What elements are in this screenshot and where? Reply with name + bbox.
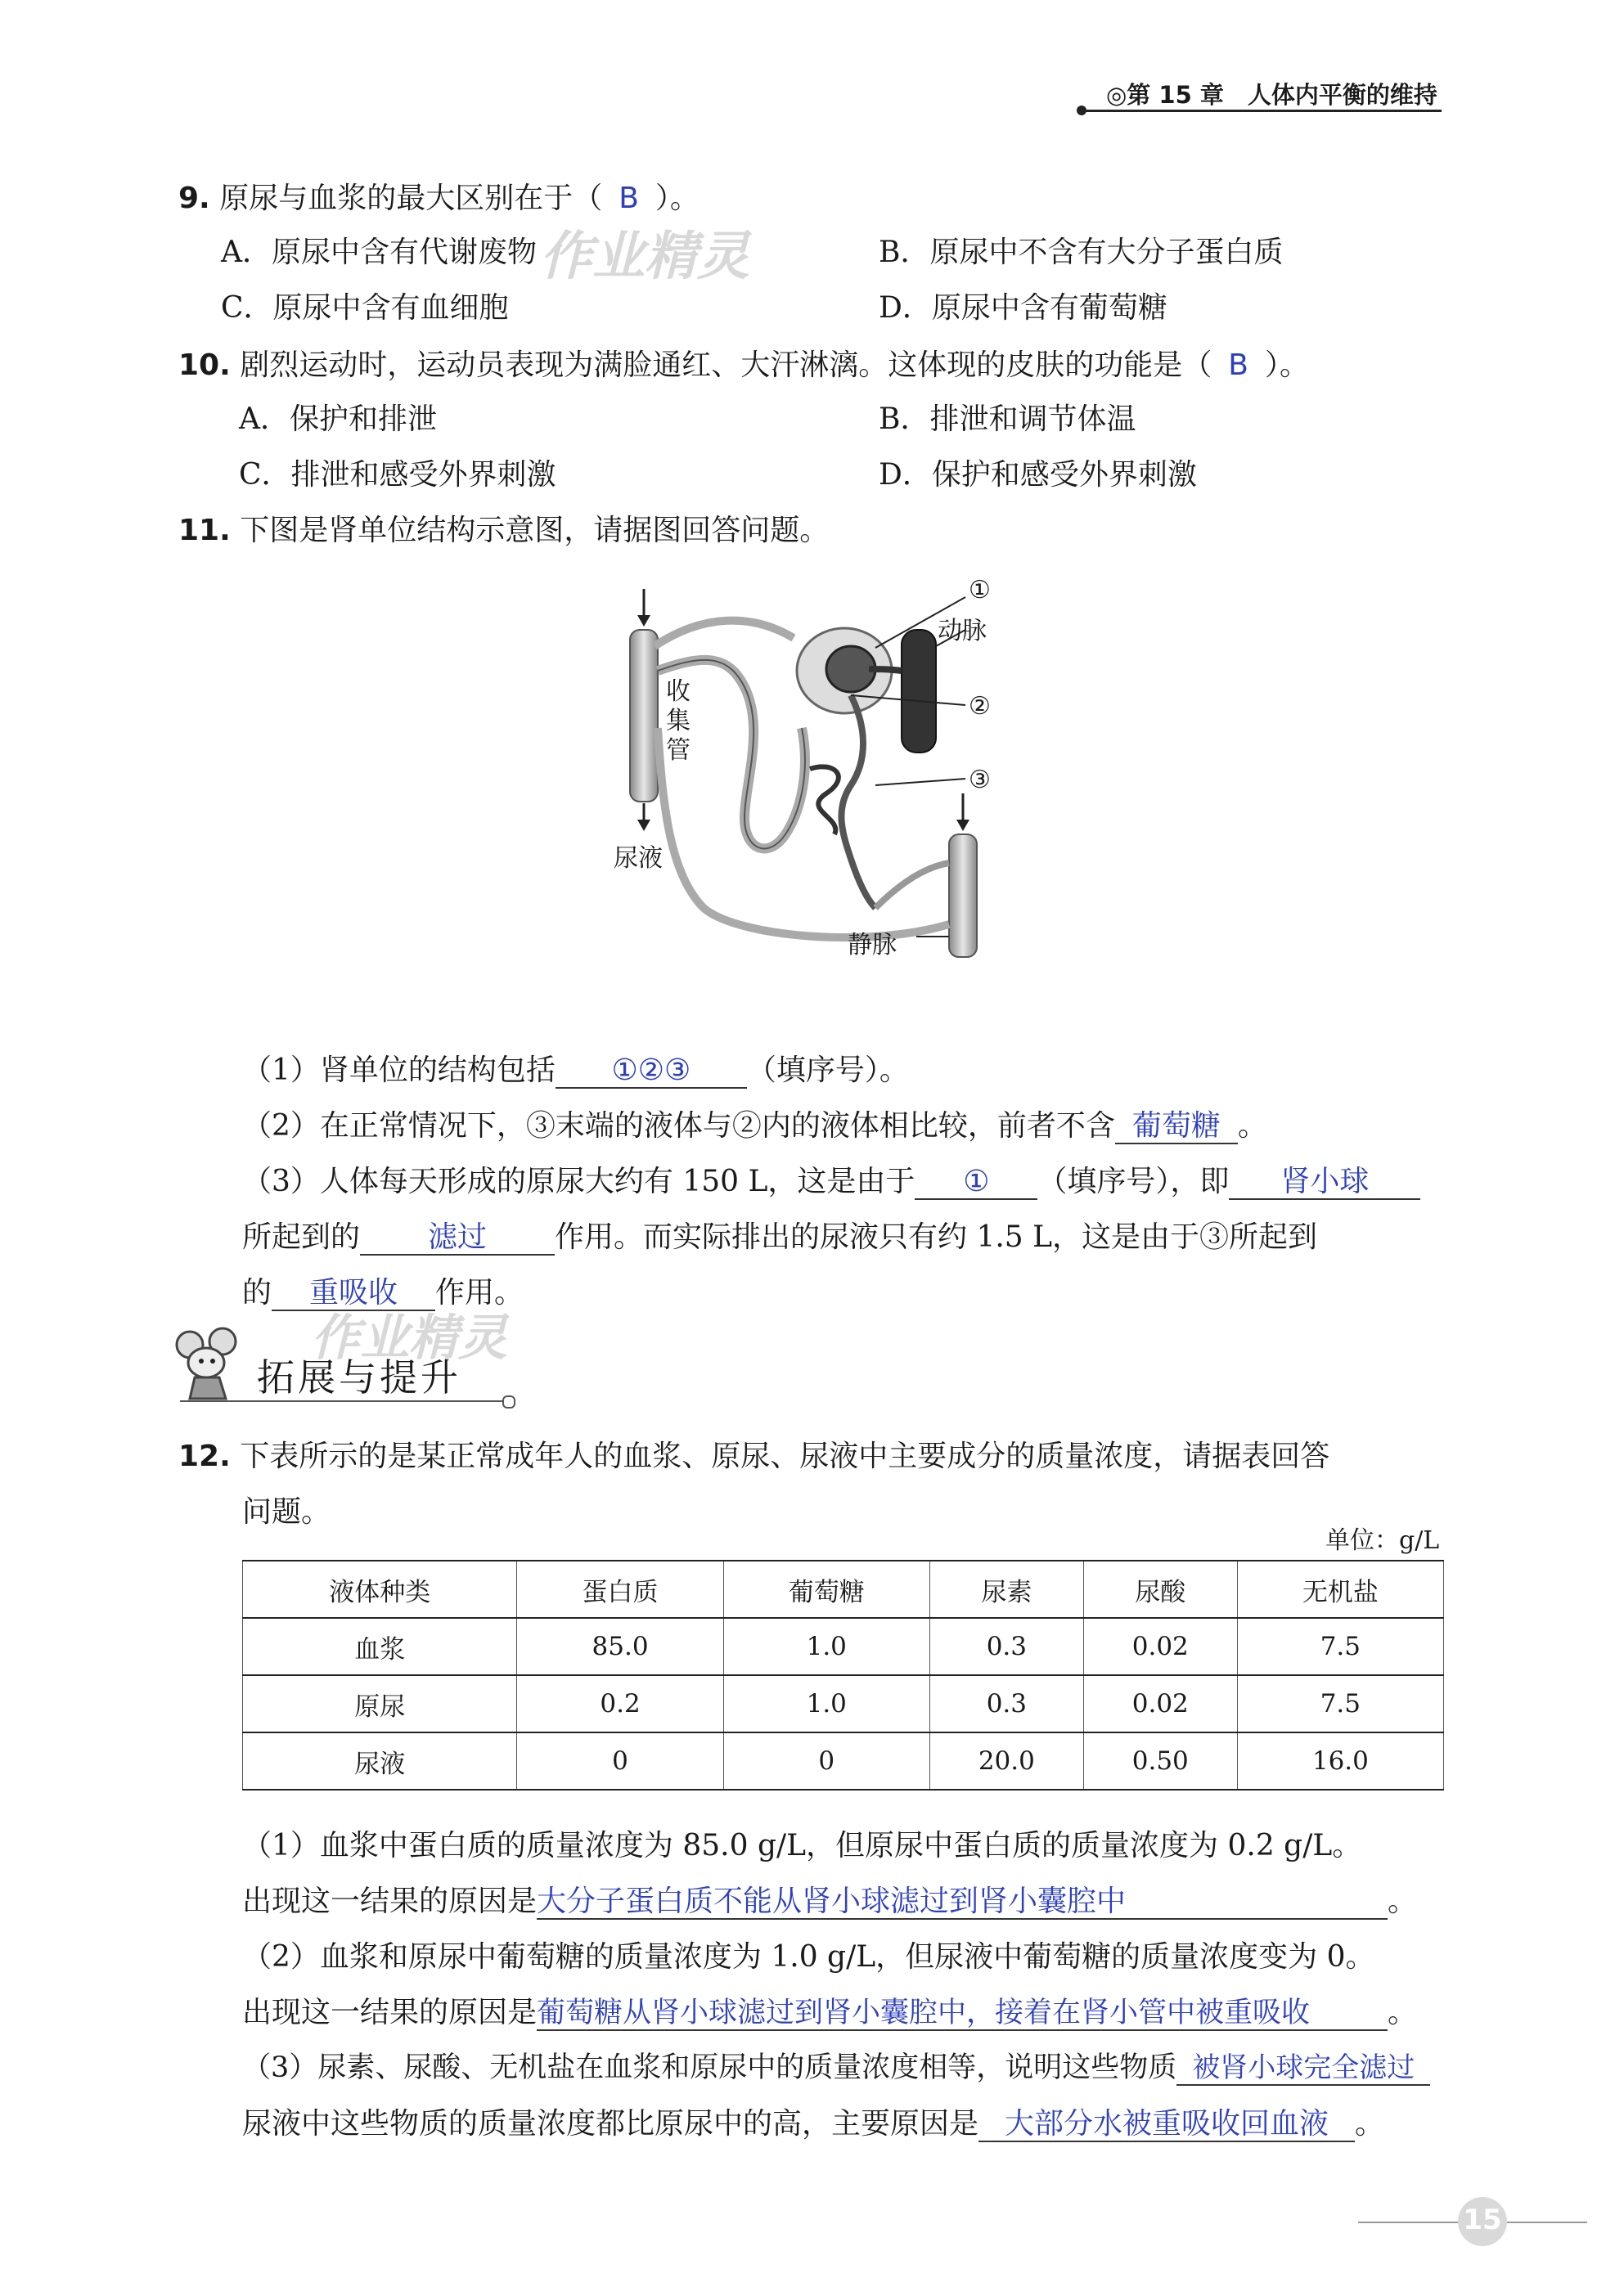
answer-blank: 大分子蛋白质不能从肾小球滤过到肾小囊腔中: [537, 1885, 1388, 1920]
option-a: A．原尿中含有代谢废物: [221, 236, 537, 269]
part-text: （3）尿素、尿酸、无机盐在血浆和原尿中的质量浓度相等，说明这些物质: [242, 2051, 1177, 2084]
table-cell: 尿液: [243, 1732, 517, 1790]
q11-part-3-line1: [242, 1158, 1420, 1200]
table-cell: 7.5: [1237, 1675, 1443, 1732]
question-number: 9.: [178, 182, 210, 215]
question-stem: 原尿与血浆的最大区别在于（: [219, 182, 603, 215]
table-header: 尿酸: [1083, 1561, 1237, 1618]
concentration-table: [242, 1560, 1444, 1791]
q12-part-1-line2: [242, 1878, 1417, 1920]
answer-blank: ①: [915, 1165, 1037, 1200]
afferent-arteriole: [869, 669, 902, 671]
vein-branch: [875, 863, 949, 908]
q11-part-1: [242, 1047, 909, 1089]
question-number: 11.: [178, 514, 231, 547]
part-text: （3）人体每天形成的原尿大约有 150 L，这是由于: [242, 1165, 915, 1198]
question-stem-end: ）。: [655, 182, 700, 215]
label-3: ③: [969, 766, 991, 794]
question-stem: 剧烈运动时，运动员表现为满脸通红、大汗淋漓。这体现的皮肤的功能是（: [240, 348, 1212, 382]
table-cell: 85.0: [517, 1618, 723, 1675]
section-underline-dot: [502, 1395, 515, 1409]
arrow-vein-head-icon: [956, 820, 969, 831]
section-underline: [180, 1400, 507, 1402]
option-d: D．保护和感受外界刺激: [879, 458, 1197, 492]
label-vein: 静脉: [848, 931, 897, 959]
answer: B: [619, 182, 639, 215]
table-cell: 0.02: [1083, 1675, 1237, 1732]
label-duct-2: 集: [666, 707, 691, 735]
header-rule: [1080, 110, 1442, 112]
question-stem: 下图是肾单位结构示意图，请据图回答问题。: [240, 514, 830, 547]
question-12-line1: [178, 1433, 1329, 1475]
option-b: B．原尿中不含有大分子蛋白质: [879, 236, 1284, 269]
artery: [902, 630, 936, 753]
table-cell: 0.02: [1083, 1618, 1237, 1675]
option-b: B．排泄和调节体温: [879, 402, 1136, 436]
question-number: 10.: [178, 348, 231, 382]
part-text: 出现这一结果的原因是: [242, 1996, 538, 2029]
part-text: 。: [1355, 2107, 1385, 2141]
table-row: [243, 1675, 1444, 1732]
option-c: C．排泄和感受外界刺激: [239, 458, 556, 492]
part-text: （填序号），即: [1037, 1165, 1230, 1198]
answer-blank: 滤过: [360, 1220, 555, 1256]
table-cell: 0.3: [929, 1618, 1083, 1675]
part-text: 作用。: [435, 1276, 524, 1310]
part-text: （2）在正常情况下，③末端的液体与②内的液体相比较，前者不含: [242, 1109, 1115, 1143]
answer-blank: 大部分水被重吸收回血液: [978, 2107, 1355, 2142]
table-cell: 0.50: [1083, 1732, 1237, 1790]
question-12-line2: 问题。: [242, 1495, 331, 1529]
label-duct-3: 管: [666, 736, 691, 765]
part-text: 的: [242, 1276, 272, 1310]
answer: B: [1228, 348, 1248, 382]
q11-part-3-line2: [242, 1214, 1317, 1256]
watermark: 作业精灵: [540, 227, 749, 287]
page-number: 15: [1463, 2204, 1502, 2236]
capillary-coil: [810, 766, 839, 834]
tubule-to-capsule: [655, 621, 794, 646]
question-number: 12.: [178, 1440, 231, 1473]
option-a: A．保护和排泄: [239, 402, 437, 436]
table-header: 尿素: [929, 1561, 1083, 1618]
question-stem-end: ）。: [1264, 348, 1309, 382]
part-text: （填序号）。: [746, 1054, 909, 1087]
part-text: 作用。而实际排出的尿液只有约 1.5 L，这是由于③所起到: [555, 1220, 1318, 1254]
table-cell: 0: [517, 1732, 723, 1790]
section-title: 拓展与提升: [257, 1355, 461, 1400]
table-row: [243, 1618, 1444, 1675]
arrow-in-head-icon: [637, 615, 650, 627]
question-9: [178, 175, 700, 217]
table-cell: 血浆: [243, 1618, 517, 1675]
label-1: ①: [969, 576, 991, 604]
answer-blank: ①②③: [556, 1054, 747, 1089]
q12-part-2-line2: [242, 1989, 1417, 2031]
vein: [949, 834, 977, 957]
part-text: 出现这一结果的原因是: [242, 1885, 538, 1918]
label-urine: 尿液: [614, 844, 663, 873]
part-text: 。: [1237, 1109, 1267, 1143]
q12-part-2-line1: （2）血浆和原尿中葡萄糖的质量浓度为 1.0 g/L，但尿液中葡萄糖的质量浓度变为 0。: [242, 1940, 1375, 1974]
table-cell: 0.2: [517, 1675, 723, 1732]
collecting-duct: [630, 630, 658, 802]
arrow-out-head-icon: [637, 820, 650, 831]
question-10: [178, 342, 1309, 384]
table-header-row: [243, 1561, 1444, 1618]
table-row: [243, 1732, 1444, 1790]
question-11: [178, 507, 829, 549]
label-2: ②: [969, 692, 991, 721]
leader-3: [875, 779, 965, 785]
table-header: 无机盐: [1237, 1561, 1443, 1618]
part-text: 尿液中这些物质的质量浓度都比原尿中的高，主要原因是: [242, 2107, 979, 2141]
question-stem: 下表所示的是某正常成年人的血浆、原尿、尿液中主要成分的质量浓度，请据表回答: [240, 1440, 1330, 1473]
q12-part-3-line1: [242, 2045, 1430, 2086]
answer-blank: 重吸收: [272, 1276, 435, 1311]
table-cell: 1.0: [723, 1675, 929, 1732]
option-d: D．原尿中含有葡萄糖: [879, 291, 1167, 325]
table-cell: 20.0: [929, 1732, 1083, 1790]
header-rule-dot: [1077, 106, 1086, 115]
part-text: 。: [1388, 1996, 1418, 2029]
table-cell: 0.3: [929, 1675, 1083, 1732]
answer-blank: 葡萄糖: [1115, 1109, 1238, 1144]
chapter-header: ◎第 15 章 人体内平衡的维持: [1106, 81, 1437, 109]
watermark: 作业精灵: [311, 1310, 507, 1367]
part-text: 所起到的: [242, 1220, 361, 1254]
answer-blank: 葡萄糖从肾小球滤过到肾小囊腔中，接着在肾小管中被重吸收: [537, 1997, 1388, 2031]
part-text: 。: [1388, 1885, 1418, 1918]
option-c: C．原尿中含有血细胞: [221, 291, 509, 325]
table-header: 液体种类: [243, 1561, 517, 1618]
glomerulus: [826, 646, 875, 692]
q11-part-3-line3: [242, 1269, 524, 1311]
label-artery: 动脉: [938, 617, 987, 645]
mouse-mascot-icon: [172, 1323, 254, 1405]
table-cell: 1.0: [723, 1618, 929, 1675]
q12-part-1-line1: （1）血浆中蛋白质的质量浓度为 85.0 g/L，但原尿中蛋白质的质量浓度为 0.2 g/L。: [242, 1829, 1362, 1862]
table-cell: 原尿: [243, 1675, 517, 1732]
q11-part-2: [242, 1103, 1267, 1144]
answer-blank: 被肾小球完全滤过: [1176, 2052, 1430, 2086]
table-cell: 16.0: [1237, 1732, 1443, 1790]
table-header: 蛋白质: [517, 1561, 723, 1618]
answer-blank: 肾小球: [1229, 1165, 1420, 1200]
table-header: 葡萄糖: [723, 1561, 929, 1618]
label-duct-1: 收: [666, 677, 691, 706]
capillary-network: [841, 695, 875, 908]
part-text: （1）肾单位的结构包括: [242, 1054, 556, 1087]
table-cell: 0: [723, 1732, 929, 1790]
table-unit: 单位：g/L: [1325, 1526, 1440, 1555]
table-cell: 7.5: [1237, 1618, 1443, 1675]
q12-part-3-line2: [242, 2101, 1384, 2142]
